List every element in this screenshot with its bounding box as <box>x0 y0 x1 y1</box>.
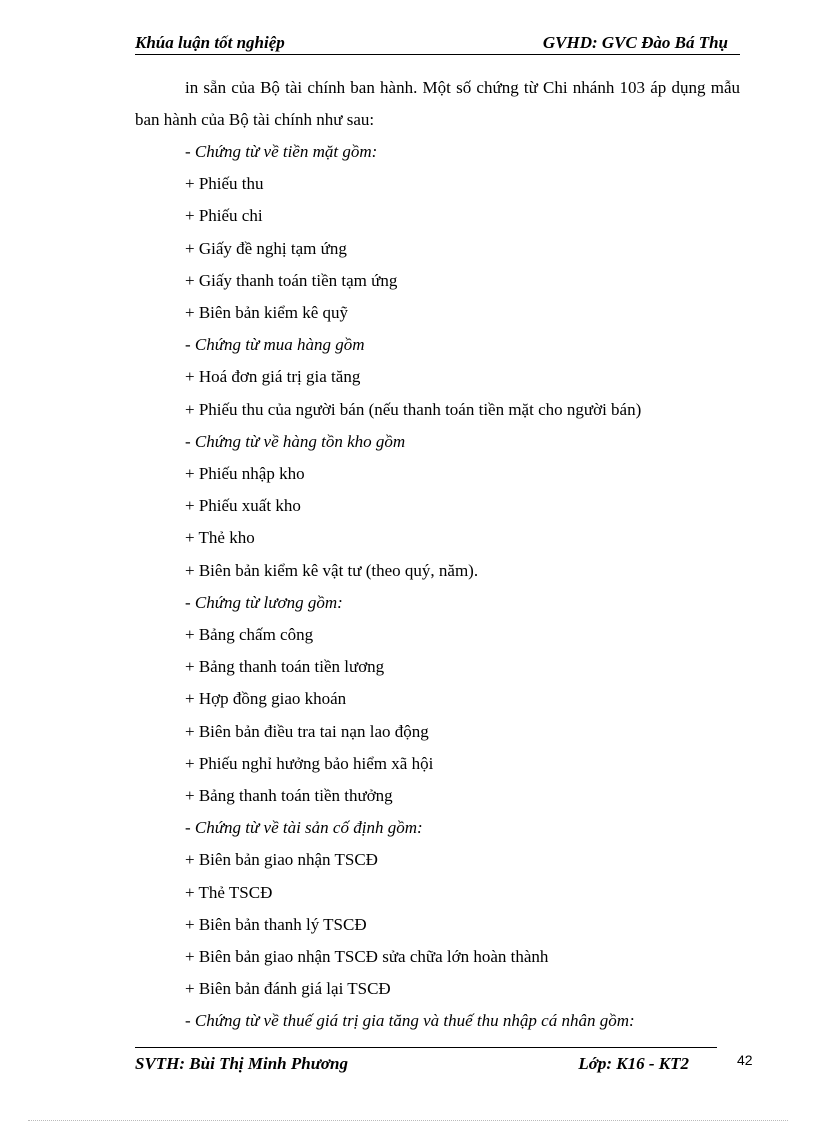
header-supervisor: GVHD: GVC Đào Bá Thụ <box>542 33 728 52</box>
list-item: + Bảng thanh toán tiền thưởng <box>185 786 393 806</box>
list-item: + Biên bản điều tra tai nạn lao động <box>185 721 429 741</box>
list-item: + Thẻ TSCĐ <box>185 882 273 902</box>
list-item: + Giấy đề nghị tạm ứng <box>185 238 347 258</box>
intro-paragraph: in sẵn của Bộ tài chính ban hành. Một số chứng từ Chi nhánh 103 áp dụng mẫu ban hành của Bộ tài chính như sau: <box>135 78 740 129</box>
list-item: + Phiếu xuất kho <box>185 496 301 516</box>
list-item: + Biên bản giao nhận TSCĐ sửa chữa lớn hoàn thành <box>185 947 549 967</box>
footer-student: SVTH: Bùi Thị Minh Phương <box>135 1054 348 1073</box>
list-item: + Biên bản thanh lý TSCĐ <box>185 914 367 934</box>
page-bottom-divider <box>28 1120 788 1121</box>
header-thesis-title: Khúa luận tốt nghiệp <box>135 33 285 52</box>
list-item: + Hợp đồng giao khoán <box>185 689 347 709</box>
section-heading: - Chứng từ về hàng tồn kho gồm <box>185 431 406 451</box>
section-heading: - Chứng từ về tài sản cố định gồm: <box>185 818 423 838</box>
list-item: + Biên bản giao nhận TSCĐ <box>185 850 378 870</box>
page-number: 42 <box>737 1052 753 1068</box>
list-item: + Phiếu thu của người bán (nếu thanh toán tiền mặt cho người bán) <box>185 399 642 419</box>
list-item: + Bảng chấm công <box>185 625 314 645</box>
list-item: + Hoá đơn giá trị gia tăng <box>185 367 361 387</box>
list-item: + Phiếu nghỉ hưởng bảo hiểm xã hội <box>185 753 434 773</box>
body-text <box>135 72 740 1038</box>
section-heading: - Chứng từ về thuế giá trị gia tăng và thuế thu nhập cá nhân gồm: <box>185 1011 635 1031</box>
list-item: + Biên bản kiểm kê vật tư (theo quý, năm). <box>185 560 479 580</box>
list-item: + Biên bản kiểm kê quỹ <box>185 303 349 323</box>
section-heading: - Chứng từ mua hàng gồm <box>185 335 365 355</box>
list-item: + Biên bản đánh giá lại TSCĐ <box>185 979 391 999</box>
page-footer <box>135 1047 717 1076</box>
footer-class: Lớp: K16 - KT2 <box>578 1054 689 1073</box>
list-item: + Thẻ kho <box>185 528 255 548</box>
document-list <box>135 136 740 1038</box>
list-item: + Phiếu thu <box>185 174 264 194</box>
section-heading: - Chứng từ lương gồm: <box>185 592 343 612</box>
page-header <box>135 30 740 55</box>
list-item: + Giấy thanh toán tiền tạm ứng <box>185 270 398 290</box>
section-heading: - Chứng từ về tiền mặt gồm: <box>185 142 378 161</box>
list-item: + Phiếu chi <box>185 206 263 226</box>
list-item: + Phiếu nhập kho <box>185 464 305 484</box>
list-item: + Bảng thanh toán tiền lương <box>185 657 385 677</box>
